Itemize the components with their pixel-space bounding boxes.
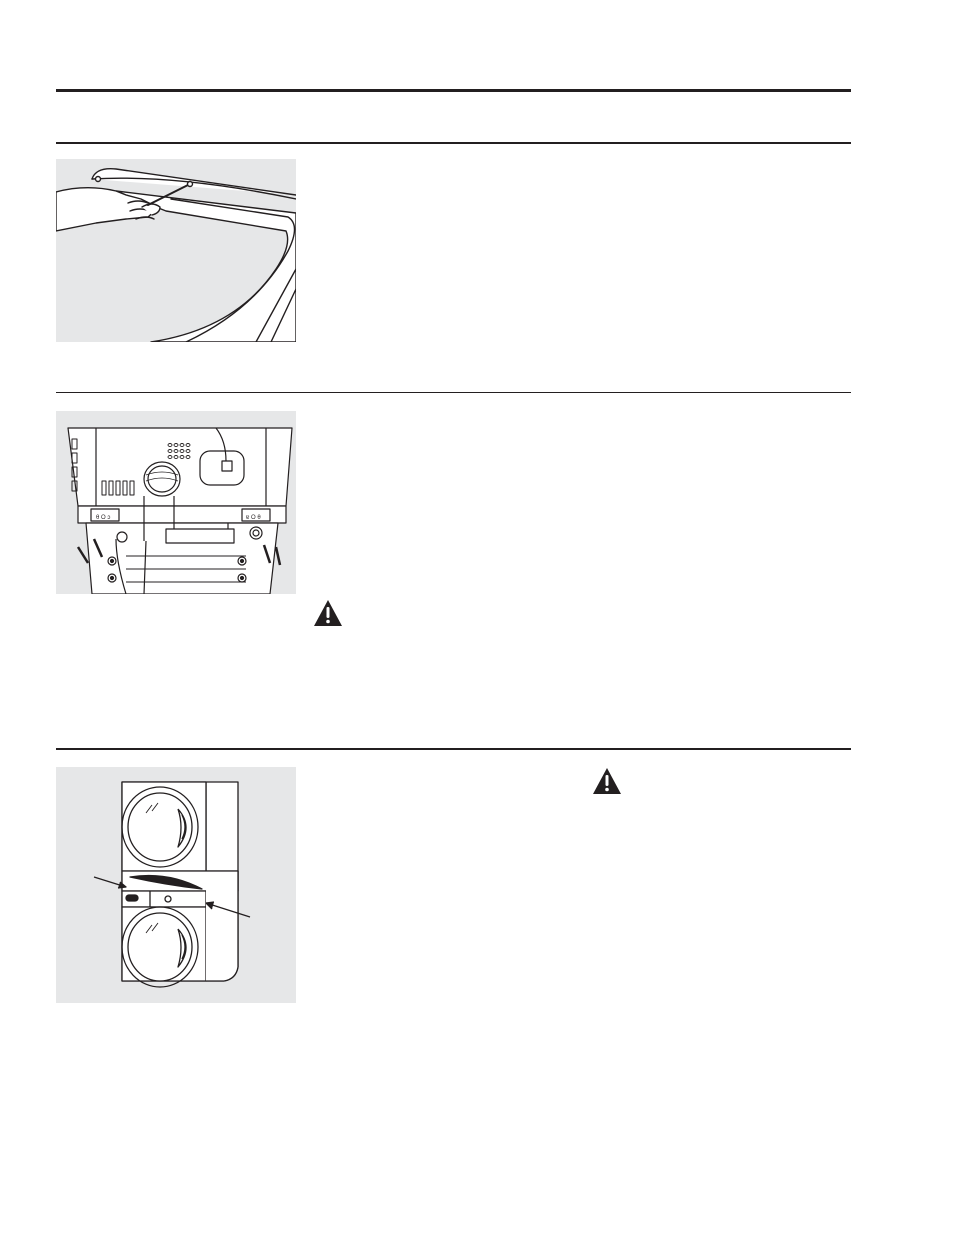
- section-rule-1: [56, 142, 851, 144]
- rear-units-illustration: [56, 411, 296, 594]
- stacked-units-illustration: [56, 767, 296, 1003]
- svg-text:θ O ɔ: θ O ɔ: [96, 515, 111, 521]
- top-rule: [56, 89, 851, 92]
- svg-text:ɐ O θ: ɐ O θ: [246, 515, 261, 521]
- warning-triangle-icon: [592, 767, 622, 795]
- section-rule-2: [56, 392, 851, 393]
- illustration-top-panel-screwdriver: [56, 159, 296, 342]
- illustration-front-of-stacked-units: [56, 767, 296, 1003]
- screwdriver-illustration: [56, 159, 296, 342]
- warning-triangle-icon: [313, 599, 343, 627]
- section-rule-3: [56, 748, 851, 750]
- illustration-rear-of-units: [56, 411, 296, 594]
